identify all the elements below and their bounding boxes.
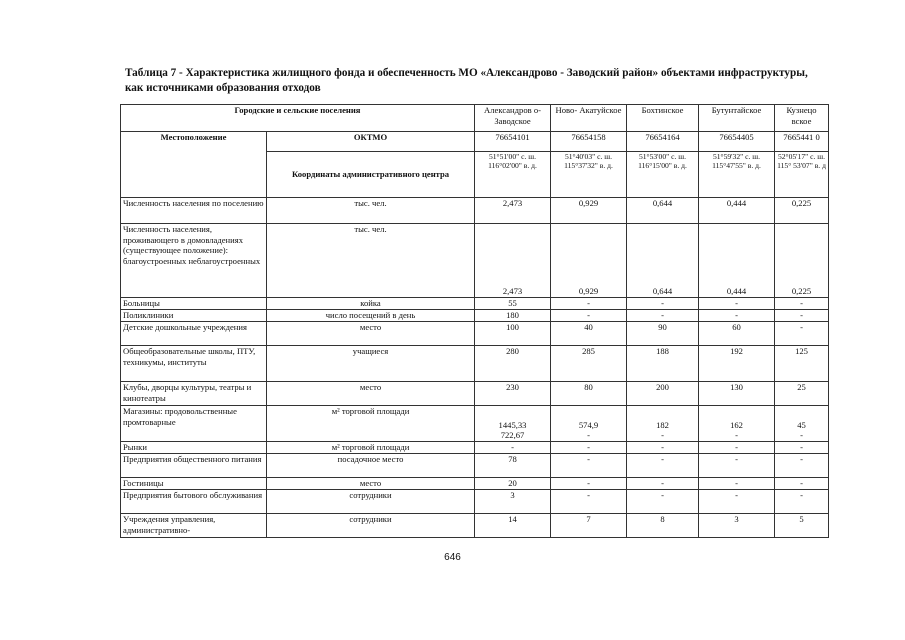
coords-2: 51°40'03" с. ш. 115°37'32" в. д.: [551, 152, 627, 198]
row-value: 14: [475, 514, 551, 538]
row-value: [699, 406, 775, 442]
table-row: [121, 454, 829, 478]
value-goods: -: [587, 430, 590, 441]
row-value: 8: [627, 514, 699, 538]
row-value: -: [475, 442, 551, 454]
coords-5: 52°05'17" с. ш. 115° 53'07" в. д: [775, 152, 829, 198]
row-value: 180: [475, 310, 551, 322]
row-value: 130: [699, 382, 775, 406]
row-value: -: [627, 298, 699, 310]
row-unit: м² торговой площади: [267, 406, 475, 442]
row-value: 7: [551, 514, 627, 538]
row-label: Клубы, дворцы культуры, театры и кинотеатры: [121, 382, 267, 406]
row-value: 60: [699, 322, 775, 346]
row-value: -: [775, 322, 829, 346]
row-value: -: [627, 478, 699, 490]
row-value: 55: [475, 298, 551, 310]
header-row-settlements: [121, 105, 829, 132]
coords-3: 51°53'00" с. ш. 116°15'00" в. д.: [627, 152, 699, 198]
value-food: 1445,33: [498, 419, 527, 430]
row-value: [775, 406, 829, 442]
row-value: 0,225: [775, 224, 829, 298]
row-label: Численность населения по поселению: [121, 198, 267, 224]
row-value: -: [699, 478, 775, 490]
row-label: Предприятия общественного питания: [121, 454, 267, 478]
row-value: -: [627, 490, 699, 514]
table-row: [121, 298, 829, 310]
row-unit: тыс. чел.: [267, 198, 475, 224]
table-row: [121, 406, 829, 442]
table-row: [121, 442, 829, 454]
row-unit: учащиеся: [267, 346, 475, 382]
row-value: -: [627, 442, 699, 454]
row-value: -: [775, 478, 829, 490]
row-value: 25: [775, 382, 829, 406]
row-value: 0,644: [627, 198, 699, 224]
row-unit: тыс. чел.: [267, 224, 475, 298]
row-value: 0,444: [699, 198, 775, 224]
row-value: -: [775, 454, 829, 478]
row-value: -: [775, 310, 829, 322]
row-value: -: [699, 454, 775, 478]
row-value: 192: [699, 346, 775, 382]
row-unit: место: [267, 382, 475, 406]
table-caption: Таблица 7 - Характеристика жилищного фонда и обеспеченность МО «Александрово - Заводский район» объектами инфраструктуры, как источниками образования отходов: [125, 67, 808, 94]
col-header-4: Бутунтайское: [699, 105, 775, 132]
row-unit: сотрудники: [267, 514, 475, 538]
row-label: Поликлиники: [121, 310, 267, 322]
row-unit: место: [267, 478, 475, 490]
row-label: Учреждения управления, административно-: [121, 514, 267, 538]
location-header: Местоположение: [121, 132, 267, 198]
row-value: -: [627, 310, 699, 322]
oktmo-header: ОКТМО: [267, 132, 475, 152]
table-row: [121, 198, 829, 224]
row-value: -: [551, 298, 627, 310]
row-value: -: [551, 442, 627, 454]
row-label: Детские дошкольные учреждения: [121, 322, 267, 346]
row-value: -: [775, 490, 829, 514]
value-goods: 722,67: [500, 430, 525, 441]
col-header-1: Александров о-Заводское: [475, 105, 551, 132]
row-value: 5: [775, 514, 829, 538]
row-unit: койка: [267, 298, 475, 310]
row-label: Численность населения, проживающего в домовладениях (существующее положение): благоустроенных неблагоустроенных: [121, 224, 267, 298]
page-number: 646: [444, 552, 461, 563]
coords-1: 51°51'00" с. ш. 116°02'00" в. д.: [475, 152, 551, 198]
oktmo-1: 76654101: [475, 132, 551, 152]
row-value: 2,473: [475, 198, 551, 224]
row-value: 125: [775, 346, 829, 382]
row-value: 0,929: [551, 224, 627, 298]
row-label: Рынки: [121, 442, 267, 454]
row-value: -: [699, 310, 775, 322]
coords-header: Координаты административного центра: [267, 152, 475, 198]
row-value: 100: [475, 322, 551, 346]
row-value: 0,225: [775, 198, 829, 224]
table-row: [121, 224, 829, 298]
row-value: 78: [475, 454, 551, 478]
row-unit: число посещений в день: [267, 310, 475, 322]
row-label: Общеобразовательные школы, ПТУ, техникумы, институты: [121, 346, 267, 382]
col-header-5: Кузнецо вское: [775, 105, 829, 132]
row-value: -: [627, 454, 699, 478]
oktmo-4: 76654405: [699, 132, 775, 152]
row-value: -: [699, 490, 775, 514]
row-value: 2,473: [475, 224, 551, 298]
row-value: 80: [551, 382, 627, 406]
row-value: -: [775, 442, 829, 454]
value-food: 162: [730, 419, 743, 430]
row-value: -: [551, 310, 627, 322]
row-value: 3: [475, 490, 551, 514]
row-value: 0,444: [699, 224, 775, 298]
coords-4: 51°59'32" с. ш. 115°47'55" в. д.: [699, 152, 775, 198]
row-unit: место: [267, 322, 475, 346]
table-row: [121, 514, 829, 538]
row-value: 0,929: [551, 198, 627, 224]
row-unit: посадочное место: [267, 454, 475, 478]
row-value: -: [551, 454, 627, 478]
row-unit: сотрудники: [267, 490, 475, 514]
table-row: [121, 382, 829, 406]
oktmo-5: 7665441 0: [775, 132, 829, 152]
row-value: 188: [627, 346, 699, 382]
row-value: 3: [699, 514, 775, 538]
col-header-2: Ново- Акатуйское: [551, 105, 627, 132]
value-food: 182: [656, 419, 669, 430]
table-row: [121, 322, 829, 346]
table-row: [121, 310, 829, 322]
row-value: [627, 406, 699, 442]
row-label: Предприятия бытового обслуживания: [121, 490, 267, 514]
table-row: [121, 346, 829, 382]
settlements-header: Городские и сельские поселения: [121, 105, 475, 132]
row-value: [475, 406, 551, 442]
row-value: [551, 406, 627, 442]
row-value: -: [551, 478, 627, 490]
row-value: 280: [475, 346, 551, 382]
row-value: -: [699, 298, 775, 310]
table-row: [121, 490, 829, 514]
header-row-oktmo: [121, 132, 829, 152]
row-value: 230: [475, 382, 551, 406]
value-goods: -: [661, 430, 664, 441]
row-unit: м² торговой площади: [267, 442, 475, 454]
row-value: 200: [627, 382, 699, 406]
oktmo-3: 76654164: [627, 132, 699, 152]
row-value: -: [699, 442, 775, 454]
row-value: -: [775, 298, 829, 310]
table-row: [121, 478, 829, 490]
row-value: 285: [551, 346, 627, 382]
row-label: Магазины: продовольственные промтоварные: [121, 406, 267, 442]
row-value: 90: [627, 322, 699, 346]
row-label: Гостиницы: [121, 478, 267, 490]
row-value: -: [551, 490, 627, 514]
row-label: Больницы: [121, 298, 267, 310]
value-goods: -: [800, 430, 803, 441]
oktmo-2: 76654158: [551, 132, 627, 152]
value-goods: -: [735, 430, 738, 441]
row-value: 40: [551, 322, 627, 346]
value-food: 574,9: [578, 419, 599, 430]
infrastructure-table: [120, 104, 829, 538]
row-value: 20: [475, 478, 551, 490]
col-header-3: Бохтинское: [627, 105, 699, 132]
value-food: 45: [797, 419, 806, 430]
row-value: 0,644: [627, 224, 699, 298]
